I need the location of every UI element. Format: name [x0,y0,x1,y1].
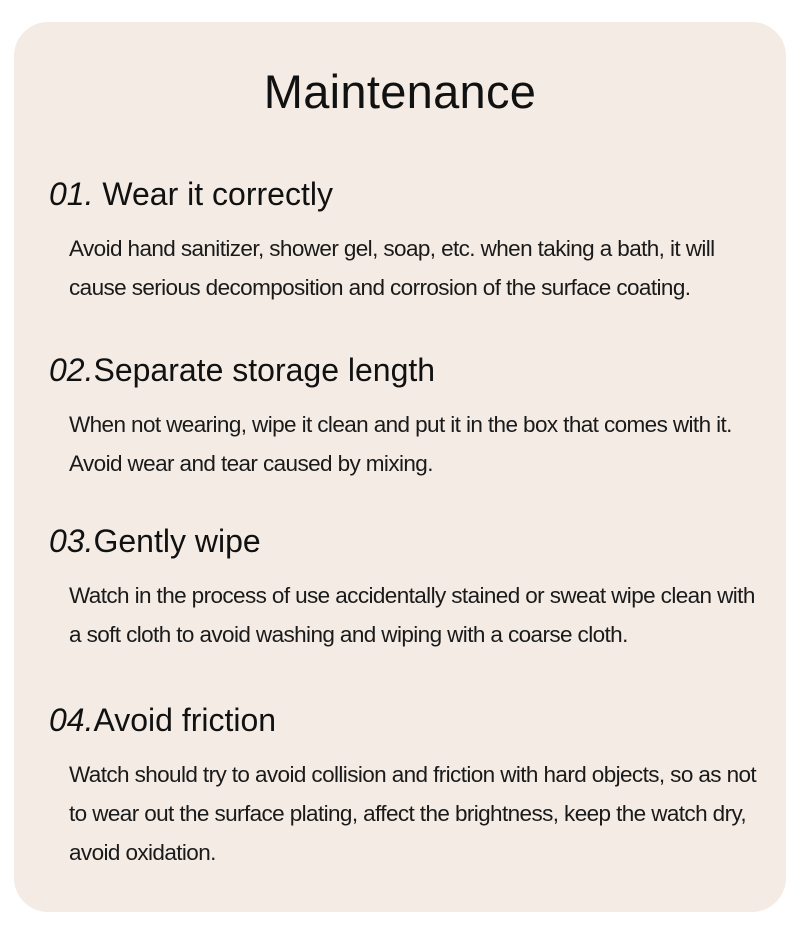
section-title: Separate storage length [93,352,436,388]
section-heading [49,700,760,740]
section-wear-correctly [49,174,760,307]
section-title: Gently wipe [93,523,261,559]
section-gently-wipe [49,521,760,654]
section-number: 01. [49,176,94,212]
section-number: 03. [49,523,94,559]
section-title: Avoid friction [93,702,277,738]
section-body: Watch should try to avoid collision and friction with hard objects, so as not to wear out the surface plating, affect the brightness, keep the watch dry, avoid oxidation. [69,762,757,865]
section-heading [49,521,760,561]
section-heading [49,174,760,214]
section-number: 04. [49,702,94,738]
maintenance-card [14,22,786,912]
section-heading [49,350,760,390]
section-body: Watch in the process of use accidentally stained or sweat wipe clean with a soft cloth to avoid washing and wiping with a coarse cloth. [69,583,755,647]
section-body: Avoid hand sanitizer, shower gel, soap, etc. when taking a bath, it will cause serious decomposition and corrosion of the surface coating. [69,236,715,300]
section-body: When not wearing, wipe it clean and put it in the box that comes with it. Avoid wear and tear caused by mixing. [69,412,732,476]
page-title: Maintenance [263,65,537,118]
section-separate-storage [49,350,760,483]
section-avoid-friction [49,700,760,872]
section-number: 02. [49,352,94,388]
section-title: Wear it correctly [93,176,333,212]
